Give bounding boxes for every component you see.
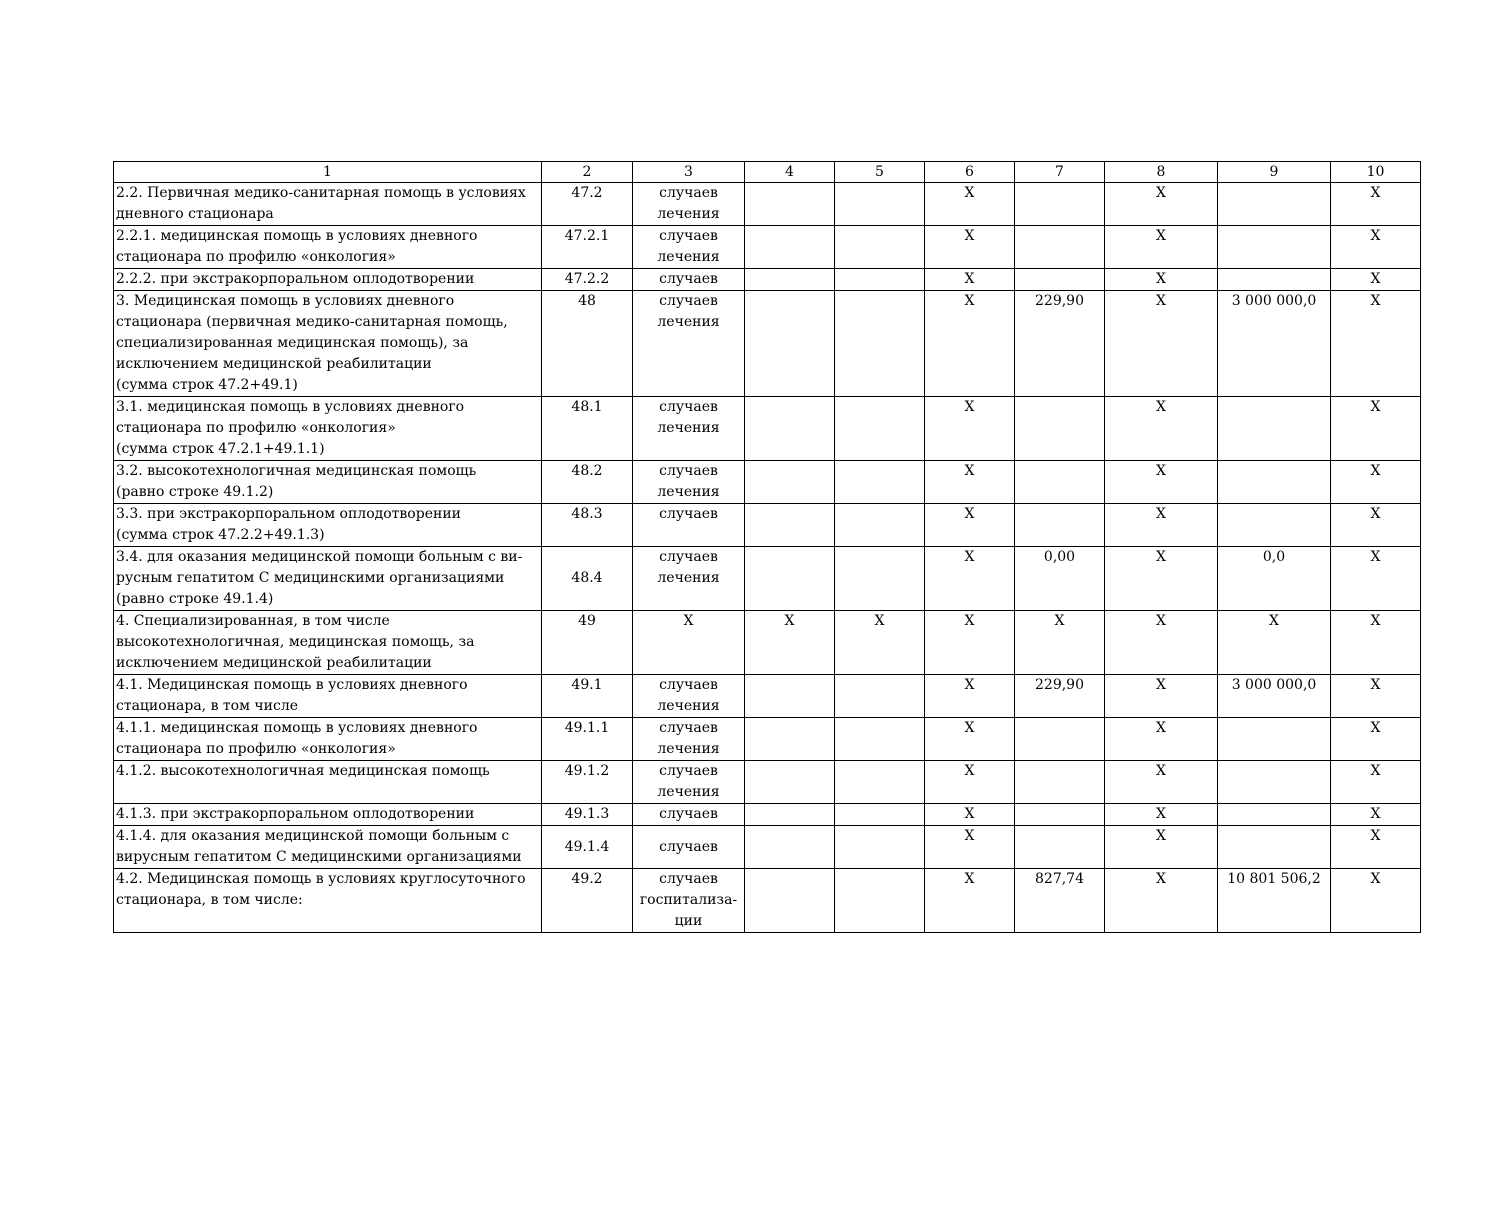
row-value-cell-7: Х: [1015, 611, 1105, 675]
row-value-cell-5: [835, 226, 925, 269]
row-value-cell-10: Х: [1331, 826, 1421, 869]
row-name-line: вирусным гепатитом С медицинскими организациями: [116, 849, 522, 865]
row-name-line: (сумма строк 47.2.1+49.1.1): [116, 441, 325, 457]
row-value-cell-6: Х: [925, 461, 1015, 504]
row-value-cell-4: [745, 675, 835, 718]
row-value-cell-9: [1218, 183, 1331, 226]
row-name-line: стационара по профилю «онкология»: [116, 420, 396, 436]
row-code-cell: 48.4: [542, 547, 633, 611]
row-value-cell-5: [835, 547, 925, 611]
row-value-cell-8: Х: [1105, 718, 1218, 761]
row-unit-cell: [633, 291, 745, 397]
row-value-cell-9: [1218, 718, 1331, 761]
row-code-cell: 49.2: [542, 869, 633, 933]
row-value-cell-10: Х: [1331, 761, 1421, 804]
row-value-cell-9: [1218, 226, 1331, 269]
row-name-line: (сумма строк 47.2+49.1): [116, 377, 298, 393]
row-code-cell: 49.1: [542, 675, 633, 718]
row-name-line: стационара (первичная медико-санитарная помощь,: [116, 314, 508, 330]
row-value-cell-7: 229,90: [1015, 675, 1105, 718]
row-unit-line: лечения: [657, 698, 720, 714]
row-unit-line: случаев: [659, 228, 718, 244]
table-row: [114, 504, 1421, 547]
row-unit-cell: [633, 826, 745, 869]
table-row: [114, 461, 1421, 504]
row-value-cell-6: Х: [925, 269, 1015, 291]
row-value-cell-5: [835, 675, 925, 718]
row-value-cell-7: 0,00: [1015, 547, 1105, 611]
row-value-cell-7: [1015, 269, 1105, 291]
table-row: [114, 183, 1421, 226]
row-value-cell-4: [745, 397, 835, 461]
row-unit-line: лечения: [657, 570, 720, 586]
row-value-cell-7: [1015, 183, 1105, 226]
row-value-cell-7: [1015, 226, 1105, 269]
row-code-cell: 48.1: [542, 397, 633, 461]
row-value-cell-9: 3 000 000,0: [1218, 291, 1331, 397]
row-value-cell-6: Х: [925, 397, 1015, 461]
row-name-cell: [114, 611, 542, 675]
row-value-cell-5: [835, 804, 925, 826]
row-code-cell: 47.2.2: [542, 269, 633, 291]
row-value-cell-4: [745, 547, 835, 611]
row-name-cell: [114, 761, 542, 804]
row-value-cell-9: 3 000 000,0: [1218, 675, 1331, 718]
row-name-line: 3. Медицинская помощь в условиях дневного: [116, 293, 455, 309]
row-value-cell-6: Х: [925, 226, 1015, 269]
row-value-cell-6: Х: [925, 547, 1015, 611]
row-value-cell-6: Х: [925, 611, 1015, 675]
row-value-cell-7: [1015, 826, 1105, 869]
row-value-cell-10: Х: [1331, 461, 1421, 504]
row-code-cell: 49.1.1: [542, 718, 633, 761]
row-value-cell-4: [745, 869, 835, 933]
row-name-cell: [114, 504, 542, 547]
row-name-line: исключением медицинской реабилитации: [116, 356, 432, 372]
row-code-cell: 49.1.2: [542, 761, 633, 804]
row-name-line: стационара по профилю «онкология»: [116, 249, 396, 265]
column-number-row: [114, 162, 1421, 183]
row-unit-cell: [633, 869, 745, 933]
row-value-cell-7: 827,74: [1015, 869, 1105, 933]
table-row: [114, 291, 1421, 397]
row-name-line: русным гепатитом С медицинскими организациями: [116, 570, 505, 586]
row-unit-line: лечения: [657, 784, 720, 800]
row-unit-cell: [633, 761, 745, 804]
row-value-cell-6: Х: [925, 804, 1015, 826]
table-row: [114, 761, 1421, 804]
document-sheet: [113, 161, 1420, 933]
column-number-cell: 7: [1015, 162, 1105, 183]
row-value-cell-4: [745, 269, 835, 291]
table-row: [114, 804, 1421, 826]
row-unit-cell: [633, 718, 745, 761]
row-name-cell: [114, 869, 542, 933]
row-name-line: специализированная медицинская помощь), за: [116, 335, 469, 351]
row-name-cell: [114, 804, 542, 826]
row-name-cell: [114, 269, 542, 291]
row-name-line: исключением медицинской реабилитации: [116, 655, 432, 671]
row-code-cell: 47.2: [542, 183, 633, 226]
column-number-cell: 4: [745, 162, 835, 183]
row-value-cell-5: [835, 397, 925, 461]
row-code-cell: 48: [542, 291, 633, 397]
row-value-cell-8: Х: [1105, 826, 1218, 869]
row-value-cell-5: [835, 761, 925, 804]
row-value-cell-9: [1218, 461, 1331, 504]
row-value-cell-4: [745, 291, 835, 397]
row-unit-line: лечения: [657, 484, 720, 500]
row-unit-cell: [633, 611, 745, 675]
row-unit-line: лечения: [657, 249, 720, 265]
row-name-line: высокотехнологичная, медицинская помощь, за: [116, 634, 475, 650]
row-unit-line: случаев: [659, 185, 718, 201]
row-name-cell: [114, 183, 542, 226]
row-value-cell-10: Х: [1331, 547, 1421, 611]
row-value-cell-9: 0,0: [1218, 547, 1331, 611]
row-unit-line: случаев: [659, 806, 718, 822]
row-name-cell: [114, 718, 542, 761]
row-value-cell-7: [1015, 804, 1105, 826]
row-value-cell-4: [745, 804, 835, 826]
row-value-cell-7: [1015, 461, 1105, 504]
row-unit-line: лечения: [657, 314, 720, 330]
row-name-line: стационара, в том числе: [116, 698, 299, 714]
row-name-cell: [114, 826, 542, 869]
table-row: [114, 869, 1421, 933]
row-name-line: стационара по профилю «онкология»: [116, 741, 396, 757]
row-name-line: 4.1.2. высокотехнологичная медицинская помощь: [116, 763, 490, 779]
row-value-cell-6: Х: [925, 869, 1015, 933]
row-unit-line: случаев: [659, 720, 718, 736]
row-value-cell-5: [835, 718, 925, 761]
row-name-cell: [114, 226, 542, 269]
row-value-cell-6: Х: [925, 504, 1015, 547]
row-unit-line: случаев: [659, 677, 718, 693]
row-value-cell-4: [745, 183, 835, 226]
row-value-cell-9: [1218, 826, 1331, 869]
row-value-cell-4: [745, 718, 835, 761]
row-unit-cell: [633, 226, 745, 269]
row-name-line: 2.2.1. медицинская помощь в условиях дневного: [116, 228, 478, 244]
row-unit-line: случаев: [659, 871, 718, 887]
row-value-cell-4: [745, 504, 835, 547]
row-unit-cell: [633, 675, 745, 718]
data-table: [113, 161, 1421, 933]
row-value-cell-4: [745, 461, 835, 504]
row-name-line: 2.2. Первичная медико-санитарная помощь в условиях: [116, 185, 526, 201]
row-value-cell-6: Х: [925, 761, 1015, 804]
column-number-cell: 8: [1105, 162, 1218, 183]
row-value-cell-10: Х: [1331, 269, 1421, 291]
row-value-cell-8: Х: [1105, 804, 1218, 826]
row-name-line: 4.1.4. для оказания медицинской помощи больным с: [116, 828, 510, 844]
row-name-line: 3.4. для оказания медицинской помощи больным с ви-: [116, 549, 523, 565]
row-unit-line: случаев: [659, 763, 718, 779]
row-code-cell: 49: [542, 611, 633, 675]
row-unit-cell: [633, 804, 745, 826]
row-value-cell-5: Х: [835, 611, 925, 675]
row-value-cell-4: [745, 226, 835, 269]
row-unit-line: случаев: [659, 463, 718, 479]
row-value-cell-5: [835, 461, 925, 504]
table-row: [114, 547, 1421, 611]
row-name-line: 4.1.3. при экстракорпоральном оплодотворении: [116, 806, 475, 822]
row-value-cell-6: Х: [925, 718, 1015, 761]
row-value-cell-8: Х: [1105, 291, 1218, 397]
row-value-cell-8: Х: [1105, 869, 1218, 933]
row-unit-cell: [633, 183, 745, 226]
row-value-cell-9: Х: [1218, 611, 1331, 675]
row-name-cell: [114, 675, 542, 718]
table-row: [114, 226, 1421, 269]
column-number-cell: 6: [925, 162, 1015, 183]
row-value-cell-8: Х: [1105, 183, 1218, 226]
column-number-cell: 1: [114, 162, 542, 183]
row-unit-cell: [633, 269, 745, 291]
row-value-cell-7: [1015, 397, 1105, 461]
row-value-cell-9: [1218, 761, 1331, 804]
row-name-line: 2.2.2. при экстракорпоральном оплодотворении: [116, 271, 475, 287]
row-value-cell-6: Х: [925, 675, 1015, 718]
row-unit-line: Х: [683, 613, 694, 629]
row-value-cell-8: Х: [1105, 226, 1218, 269]
row-name-cell: [114, 461, 542, 504]
row-value-cell-8: Х: [1105, 675, 1218, 718]
row-value-cell-8: Х: [1105, 504, 1218, 547]
row-value-cell-7: 229,90: [1015, 291, 1105, 397]
table-row: [114, 826, 1421, 869]
row-value-cell-10: Х: [1331, 183, 1421, 226]
row-value-cell-10: Х: [1331, 675, 1421, 718]
row-value-cell-5: [835, 291, 925, 397]
row-value-cell-9: 10 801 506,2: [1218, 869, 1331, 933]
row-name-cell: [114, 397, 542, 461]
row-name-line: дневного стационара: [116, 206, 274, 222]
row-unit-cell: [633, 547, 745, 611]
row-value-cell-10: Х: [1331, 804, 1421, 826]
row-value-cell-9: [1218, 397, 1331, 461]
row-code-cell: 49.1.4: [542, 826, 633, 869]
row-value-cell-8: Х: [1105, 461, 1218, 504]
row-code-cell: 48.3: [542, 504, 633, 547]
row-unit-line: ции: [674, 913, 703, 929]
table-row: [114, 718, 1421, 761]
row-value-cell-4: [745, 761, 835, 804]
row-unit-line: лечения: [657, 420, 720, 436]
row-unit-line: лечения: [657, 206, 720, 222]
row-name-line: 3.2. высокотехнологичная медицинская помощь: [116, 463, 477, 479]
row-unit-line: лечения: [657, 741, 720, 757]
row-value-cell-10: Х: [1331, 291, 1421, 397]
row-unit-cell: [633, 504, 745, 547]
row-unit-line: случаев: [659, 293, 718, 309]
row-value-cell-5: [835, 269, 925, 291]
row-code-cell: 47.2.1: [542, 226, 633, 269]
row-value-cell-6: Х: [925, 183, 1015, 226]
row-value-cell-8: Х: [1105, 611, 1218, 675]
row-unit-line: случаев: [659, 838, 718, 855]
row-name-line: стационара, в том числе:: [116, 892, 303, 908]
row-value-cell-7: [1015, 718, 1105, 761]
row-name-line: 4. Специализированная, в том числе: [116, 613, 390, 629]
row-value-cell-7: [1015, 761, 1105, 804]
row-value-cell-8: Х: [1105, 269, 1218, 291]
row-code-cell: 48.2: [542, 461, 633, 504]
row-value-cell-5: [835, 504, 925, 547]
table-row: [114, 397, 1421, 461]
column-number-cell: 2: [542, 162, 633, 183]
row-value-cell-8: Х: [1105, 547, 1218, 611]
row-name-cell: [114, 547, 542, 611]
column-number-cell: 5: [835, 162, 925, 183]
row-name-line: 3.3. при экстракорпоральном оплодотворении: [116, 506, 461, 522]
row-code-cell: 49.1.3: [542, 804, 633, 826]
row-value-cell-10: Х: [1331, 397, 1421, 461]
row-value-cell-8: Х: [1105, 397, 1218, 461]
table-row: [114, 269, 1421, 291]
table-row: [114, 611, 1421, 675]
row-value-cell-8: Х: [1105, 761, 1218, 804]
row-value-cell-6: Х: [925, 291, 1015, 397]
row-value-cell-10: Х: [1331, 226, 1421, 269]
row-name-line: (равно строке 49.1.4): [116, 591, 274, 607]
column-number-cell: 10: [1331, 162, 1421, 183]
row-name-line: 3.1. медицинская помощь в условиях дневного: [116, 399, 465, 415]
table-body: [114, 162, 1421, 933]
row-value-cell-9: [1218, 269, 1331, 291]
row-name-line: (равно строке 49.1.2): [116, 484, 274, 500]
row-unit-line: случаев: [659, 549, 718, 565]
column-number-cell: 3: [633, 162, 745, 183]
row-value-cell-10: Х: [1331, 504, 1421, 547]
row-unit-line: случаев: [659, 271, 718, 287]
row-unit-cell: [633, 397, 745, 461]
row-name-line: (сумма строк 47.2.2+49.1.3): [116, 527, 325, 543]
row-name-line: 4.1. Медицинская помощь в условиях дневного: [116, 677, 468, 693]
table-row: [114, 675, 1421, 718]
row-unit-line: госпитализа-: [639, 892, 738, 908]
column-number-cell: 9: [1218, 162, 1331, 183]
row-value-cell-5: [835, 869, 925, 933]
row-value-cell-5: [835, 183, 925, 226]
row-value-cell-5: [835, 826, 925, 869]
row-unit-cell: [633, 461, 745, 504]
row-unit-line: случаев: [659, 506, 718, 522]
row-value-cell-4: [745, 826, 835, 869]
row-value-cell-9: [1218, 504, 1331, 547]
row-value-cell-4: Х: [745, 611, 835, 675]
row-unit-line: случаев: [659, 399, 718, 415]
row-value-cell-6: Х: [925, 826, 1015, 869]
row-value-cell-7: [1015, 504, 1105, 547]
row-value-cell-10: Х: [1331, 869, 1421, 933]
row-name-line: 4.2. Медицинская помощь в условиях круглосуточного: [116, 871, 526, 887]
row-value-cell-9: [1218, 804, 1331, 826]
row-value-cell-10: Х: [1331, 718, 1421, 761]
row-name-cell: [114, 291, 542, 397]
row-name-line: 4.1.1. медицинская помощь в условиях дневного: [116, 720, 478, 736]
row-value-cell-10: Х: [1331, 611, 1421, 675]
